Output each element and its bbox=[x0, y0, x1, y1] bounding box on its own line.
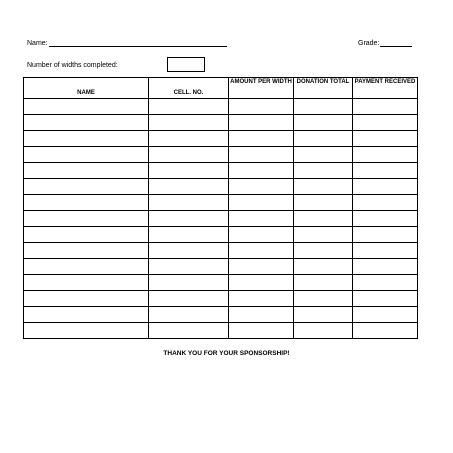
donation-total-cell[interactable] bbox=[294, 227, 353, 243]
cell-no-cell[interactable] bbox=[149, 179, 229, 195]
payment-received-cell[interactable] bbox=[353, 211, 418, 227]
payment-received-cell[interactable] bbox=[353, 275, 418, 291]
amount-per-width-cell[interactable] bbox=[229, 115, 294, 131]
table-row bbox=[24, 99, 418, 115]
amount-per-width-cell[interactable] bbox=[229, 99, 294, 115]
payment-received-cell[interactable] bbox=[353, 195, 418, 211]
payment-received-cell[interactable] bbox=[353, 115, 418, 131]
cell-no-cell[interactable] bbox=[149, 275, 229, 291]
name-cell[interactable] bbox=[24, 163, 149, 179]
name-cell[interactable] bbox=[24, 227, 149, 243]
name-cell[interactable] bbox=[24, 275, 149, 291]
column-header-amount-per-width: AMOUNT PER WIDTH bbox=[229, 78, 294, 99]
payment-received-cell[interactable] bbox=[353, 147, 418, 163]
amount-per-width-cell[interactable] bbox=[229, 227, 294, 243]
table-row bbox=[24, 115, 418, 131]
amount-per-width-cell[interactable] bbox=[229, 179, 294, 195]
name-cell[interactable] bbox=[24, 99, 149, 115]
table-header-row bbox=[24, 78, 418, 99]
payment-received-cell[interactable] bbox=[353, 179, 418, 195]
donation-total-cell[interactable] bbox=[294, 323, 353, 339]
name-cell[interactable] bbox=[24, 195, 149, 211]
cell-no-cell[interactable] bbox=[149, 291, 229, 307]
widths-completed-box[interactable] bbox=[167, 57, 205, 72]
name-input-line[interactable] bbox=[49, 38, 227, 47]
table-row bbox=[24, 131, 418, 147]
cell-no-cell[interactable] bbox=[149, 243, 229, 259]
table-row bbox=[24, 275, 418, 291]
name-cell[interactable] bbox=[24, 211, 149, 227]
payment-received-cell[interactable] bbox=[353, 227, 418, 243]
column-header-cell-no: CELL. NO. bbox=[149, 78, 229, 99]
name-cell[interactable] bbox=[24, 243, 149, 259]
donation-total-cell[interactable] bbox=[294, 115, 353, 131]
payment-received-cell[interactable] bbox=[353, 163, 418, 179]
amount-per-width-cell[interactable] bbox=[229, 259, 294, 275]
table-row bbox=[24, 243, 418, 259]
grade-field-row bbox=[358, 38, 412, 47]
name-cell[interactable] bbox=[24, 291, 149, 307]
table-body bbox=[24, 99, 418, 339]
column-header-donation-total: DONATION TOTAL bbox=[294, 78, 353, 99]
cell-no-cell[interactable] bbox=[149, 99, 229, 115]
table-row bbox=[24, 323, 418, 339]
table-row bbox=[24, 291, 418, 307]
table-row bbox=[24, 307, 418, 323]
amount-per-width-cell[interactable] bbox=[229, 275, 294, 291]
donation-total-cell[interactable] bbox=[294, 291, 353, 307]
grade-input-line[interactable] bbox=[380, 38, 412, 47]
cell-no-cell[interactable] bbox=[149, 195, 229, 211]
table-row bbox=[24, 227, 418, 243]
amount-per-width-cell[interactable] bbox=[229, 131, 294, 147]
cell-no-cell[interactable] bbox=[149, 115, 229, 131]
donation-total-cell[interactable] bbox=[294, 211, 353, 227]
name-cell[interactable] bbox=[24, 131, 149, 147]
donation-total-cell[interactable] bbox=[294, 275, 353, 291]
amount-per-width-cell[interactable] bbox=[229, 195, 294, 211]
donation-total-cell[interactable] bbox=[294, 307, 353, 323]
widths-completed-label: Number of widths completed: bbox=[27, 62, 118, 69]
payment-received-cell[interactable] bbox=[353, 307, 418, 323]
cell-no-cell[interactable] bbox=[149, 147, 229, 163]
grade-label: Grade: bbox=[358, 40, 380, 47]
name-cell[interactable] bbox=[24, 323, 149, 339]
table-row bbox=[24, 163, 418, 179]
table-row bbox=[24, 179, 418, 195]
cell-no-cell[interactable] bbox=[149, 131, 229, 147]
payment-received-cell[interactable] bbox=[353, 131, 418, 147]
name-cell[interactable] bbox=[24, 115, 149, 131]
table-row bbox=[24, 195, 418, 211]
table-row bbox=[24, 147, 418, 163]
cell-no-cell[interactable] bbox=[149, 211, 229, 227]
column-header-name: NAME bbox=[24, 78, 149, 99]
cell-no-cell[interactable] bbox=[149, 163, 229, 179]
name-cell[interactable] bbox=[24, 179, 149, 195]
column-header-payment-received: PAYMENT RECEIVED bbox=[353, 78, 418, 99]
donation-total-cell[interactable] bbox=[294, 195, 353, 211]
amount-per-width-cell[interactable] bbox=[229, 147, 294, 163]
donation-total-cell[interactable] bbox=[294, 163, 353, 179]
payment-received-cell[interactable] bbox=[353, 99, 418, 115]
donation-total-cell[interactable] bbox=[294, 131, 353, 147]
cell-no-cell[interactable] bbox=[149, 227, 229, 243]
payment-received-cell[interactable] bbox=[353, 291, 418, 307]
name-cell[interactable] bbox=[24, 259, 149, 275]
name-cell[interactable] bbox=[24, 147, 149, 163]
amount-per-width-cell[interactable] bbox=[229, 323, 294, 339]
amount-per-width-cell[interactable] bbox=[229, 307, 294, 323]
amount-per-width-cell[interactable] bbox=[229, 211, 294, 227]
cell-no-cell[interactable] bbox=[149, 259, 229, 275]
payment-received-cell[interactable] bbox=[353, 259, 418, 275]
name-field-row bbox=[27, 38, 227, 47]
name-cell[interactable] bbox=[24, 307, 149, 323]
donation-total-cell[interactable] bbox=[294, 99, 353, 115]
name-label: Name: bbox=[27, 40, 48, 47]
cell-no-cell[interactable] bbox=[149, 323, 229, 339]
table-row bbox=[24, 259, 418, 275]
payment-received-cell[interactable] bbox=[353, 243, 418, 259]
donation-total-cell[interactable] bbox=[294, 147, 353, 163]
thank-you-message: THANK YOU FOR YOUR SPONSORSHIP! bbox=[163, 350, 290, 357]
sponsorship-table bbox=[23, 77, 418, 339]
donation-total-cell[interactable] bbox=[294, 259, 353, 275]
amount-per-width-cell[interactable] bbox=[229, 163, 294, 179]
cell-no-cell[interactable] bbox=[149, 307, 229, 323]
donation-total-cell[interactable] bbox=[294, 243, 353, 259]
amount-per-width-cell[interactable] bbox=[229, 243, 294, 259]
payment-received-cell[interactable] bbox=[353, 323, 418, 339]
donation-total-cell[interactable] bbox=[294, 179, 353, 195]
table-row bbox=[24, 211, 418, 227]
amount-per-width-cell[interactable] bbox=[229, 291, 294, 307]
